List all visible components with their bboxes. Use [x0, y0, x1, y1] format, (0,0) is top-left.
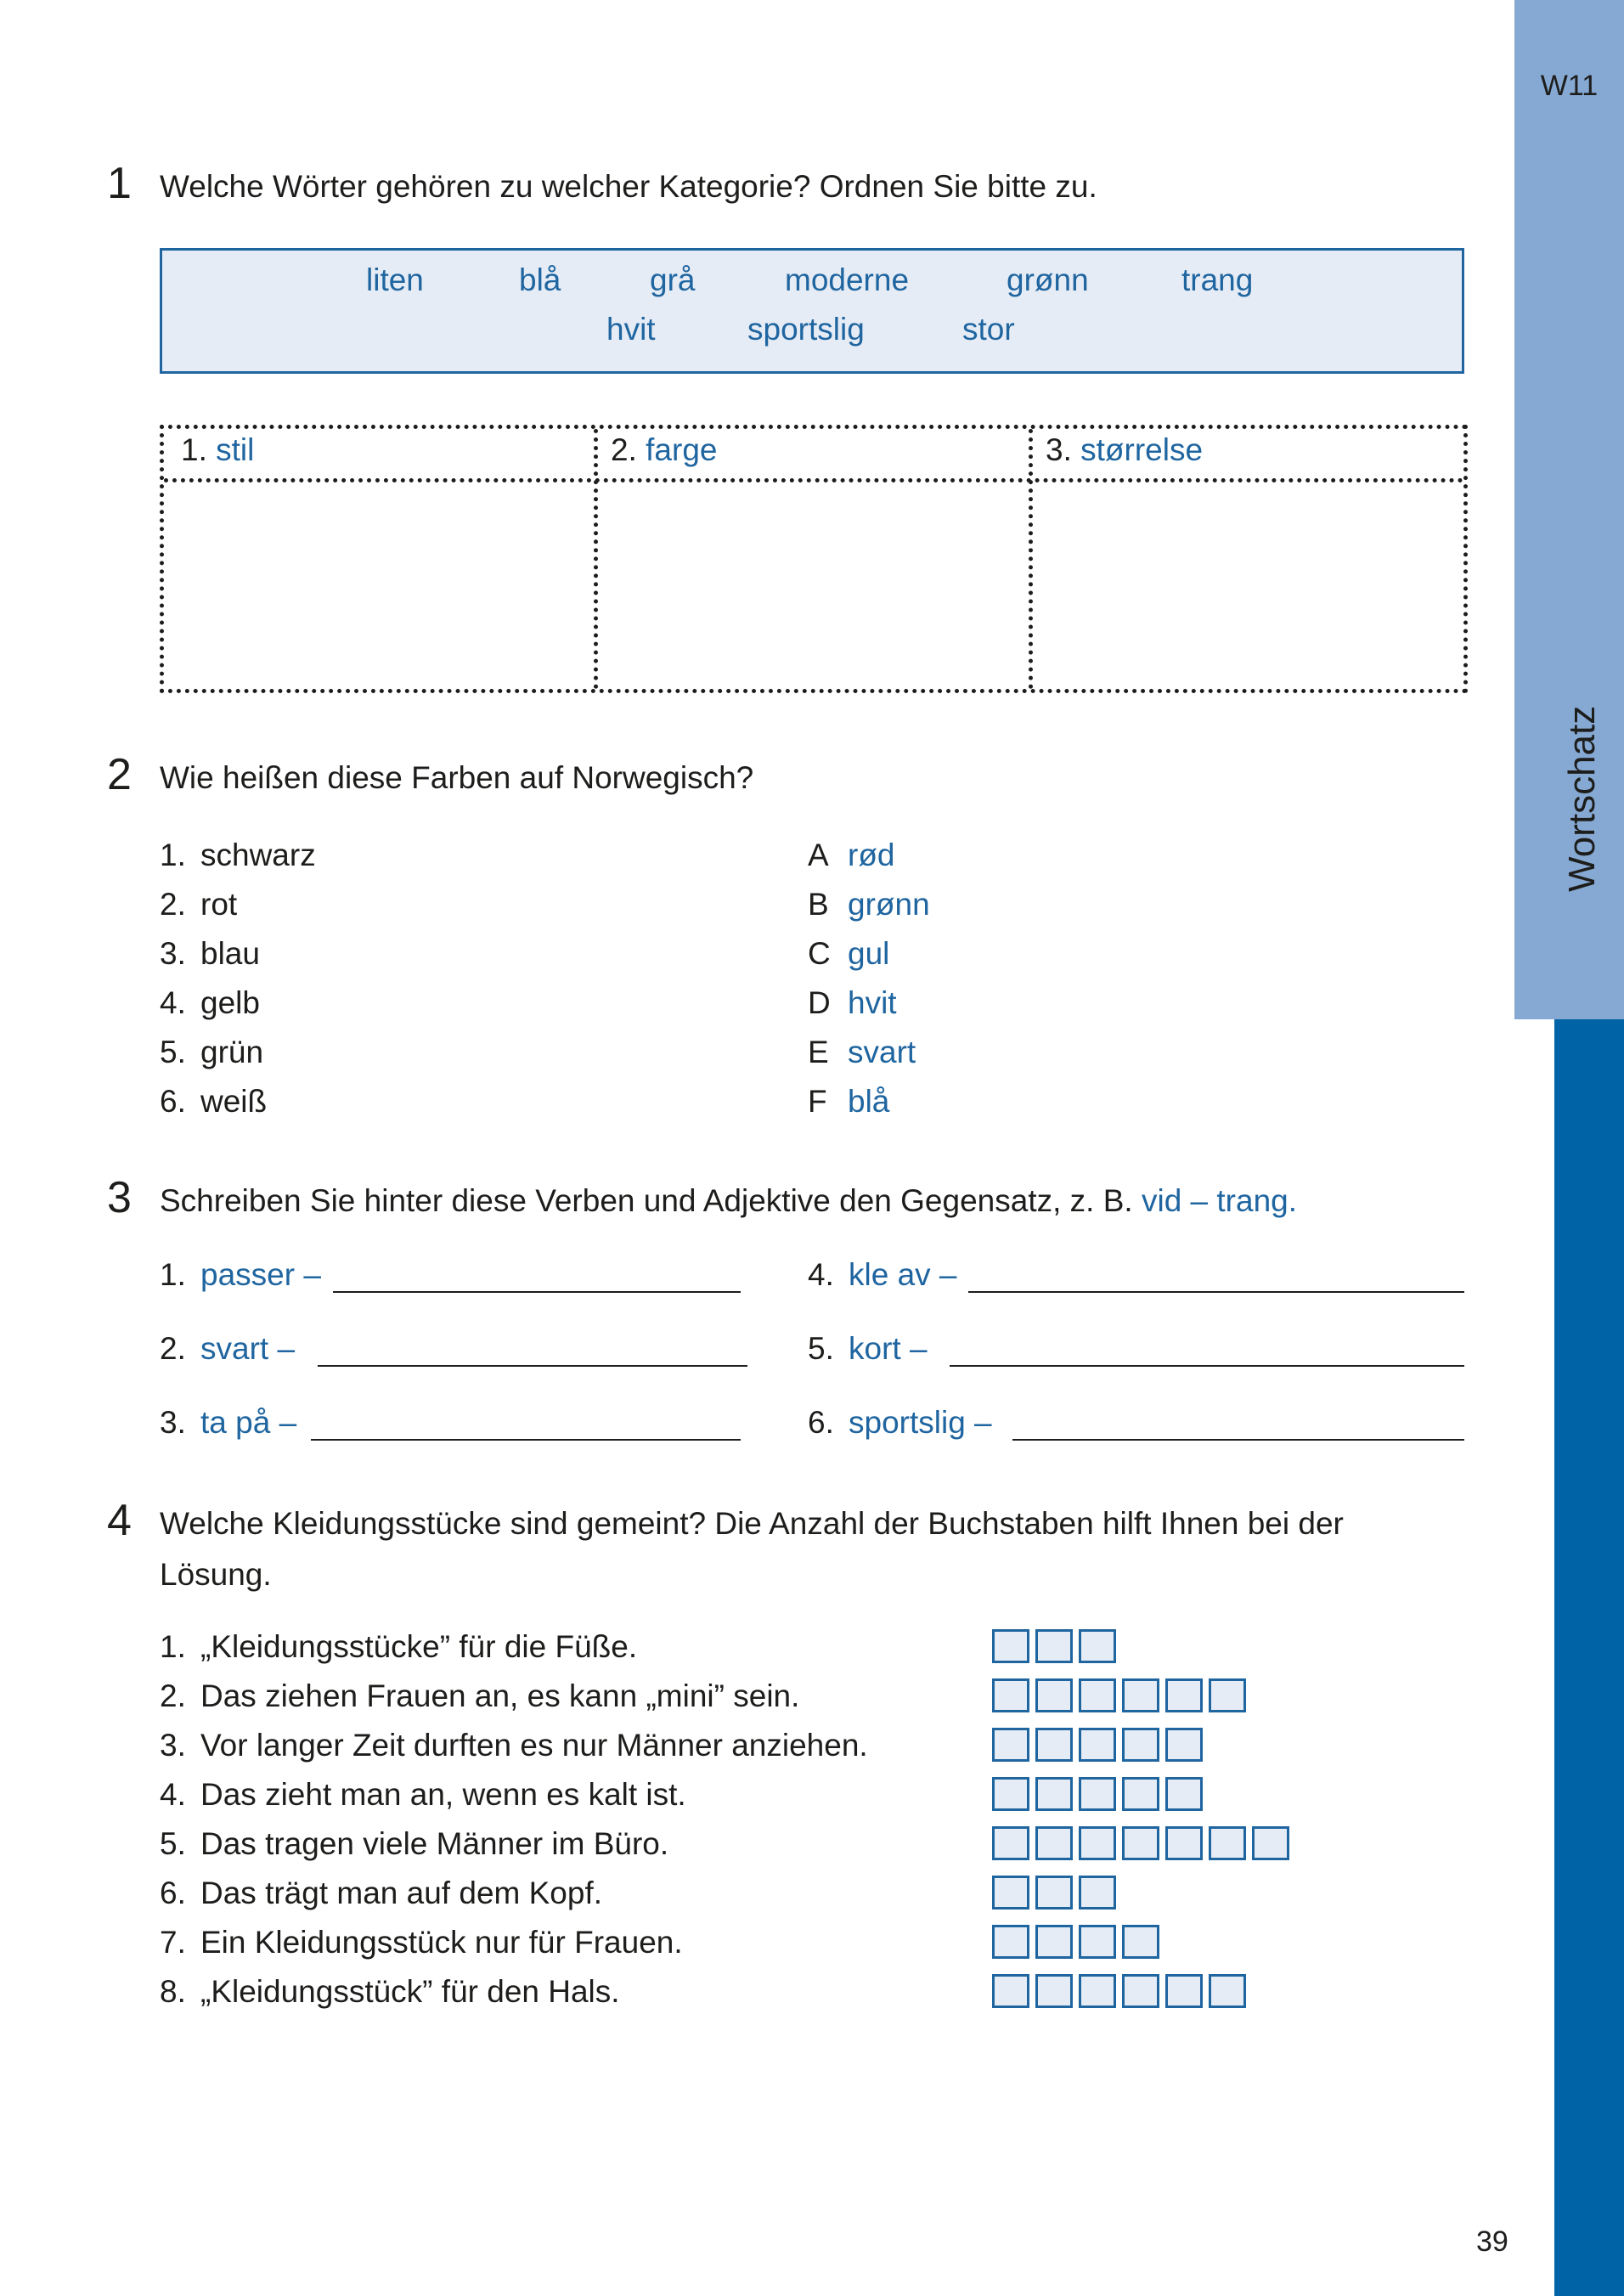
letter-box[interactable] — [1035, 1826, 1073, 1860]
word-bank-item[interactable]: sportslig — [747, 312, 865, 347]
letter-box[interactable] — [1035, 1678, 1073, 1712]
letter-box[interactable] — [1079, 1728, 1116, 1762]
german-color-item: 5. grün — [160, 1035, 264, 1069]
clue-item: 5. Das tragen viele Männer im Büro. — [160, 1826, 669, 1861]
letter-box[interactable] — [992, 1974, 1029, 2008]
exercise-2-number: 2 — [107, 750, 132, 799]
letter-box[interactable] — [992, 1826, 1029, 1860]
german-color-item: 1. schwarz — [160, 838, 316, 872]
answer-line[interactable] — [968, 1291, 1464, 1293]
table-header-divider — [164, 478, 1463, 482]
german-color-item: 6. weiß — [160, 1084, 268, 1119]
letter-box[interactable] — [992, 1925, 1029, 1959]
norwegian-color-item: E svart — [808, 1035, 916, 1069]
word-bank-item[interactable]: stor — [962, 312, 1015, 347]
word-bank-item[interactable]: moderne — [785, 262, 910, 297]
clue-item: 7. Ein Kleidungsstück nur für Frauen. — [160, 1925, 683, 1960]
category-header-storrelse — [1046, 432, 1203, 468]
letter-box[interactable] — [992, 1629, 1029, 1663]
letter-box[interactable] — [992, 1777, 1029, 1811]
letter-boxes — [992, 1678, 1252, 1712]
answer-line[interactable] — [1012, 1439, 1464, 1441]
letter-boxes — [992, 1777, 1209, 1811]
answer-line[interactable] — [333, 1291, 741, 1293]
letter-box[interactable] — [1165, 1826, 1203, 1860]
letter-box[interactable] — [1122, 1777, 1159, 1811]
letter-box[interactable] — [1079, 1876, 1116, 1910]
exercise-1-instruction: Welche Wörter gehören zu welcher Kategorie? Ordnen Sie bitte zu. — [160, 169, 1097, 204]
clue-item: 6. Das trägt man auf dem Kopf. — [160, 1876, 603, 1910]
norwegian-color-item: B grønn — [808, 887, 930, 922]
opposite-item: 5. kort – — [808, 1331, 928, 1366]
clue-item: 3. Vor langer Zeit durften es nur Männer anziehen. — [160, 1728, 868, 1763]
exercise-4-instruction: Welche Kleidungsstücke sind gemeint? Die Anzahl der Buchstaben hilft Ihnen bei der Lösung. — [160, 1506, 1344, 1592]
letter-boxes — [992, 1629, 1122, 1663]
opposite-item: 4. kle av – — [808, 1257, 957, 1292]
table-column-divider — [594, 429, 598, 689]
exercise-3-instruction: Schreiben Sie hinter diese Verben und Adjektive den Gegensatz, z. B. vid – trang. — [160, 1183, 1298, 1218]
word-bank — [160, 248, 1464, 374]
letter-box[interactable] — [1252, 1826, 1289, 1860]
category-number: 1. — [181, 432, 207, 467]
word-bank-item[interactable]: grønn — [1007, 262, 1089, 297]
letter-box[interactable] — [1165, 1974, 1203, 2008]
clue-item: 1. „Kleidungsstücke” für die Füße. — [160, 1629, 638, 1664]
exercise-2-instruction: Wie heißen diese Farben auf Norwegisch? — [160, 760, 754, 795]
table-column-divider — [1029, 429, 1033, 689]
section-title: Wortschatz — [1561, 705, 1603, 892]
letter-box[interactable] — [1079, 1629, 1116, 1663]
letter-boxes — [992, 1974, 1252, 2008]
page-number: 39 — [1476, 2225, 1508, 2258]
word-bank-item[interactable]: liten — [366, 262, 424, 297]
letter-box[interactable] — [1035, 1876, 1073, 1910]
letter-box[interactable] — [992, 1678, 1029, 1712]
category-header-stil — [181, 432, 254, 468]
letter-box[interactable] — [1035, 1925, 1073, 1959]
letter-box[interactable] — [1165, 1678, 1203, 1712]
letter-box[interactable] — [1122, 1678, 1159, 1712]
letter-boxes — [992, 1826, 1295, 1860]
letter-box[interactable] — [1209, 1974, 1246, 2008]
word-bank-item[interactable]: trang — [1181, 262, 1254, 297]
letter-box[interactable] — [1122, 1826, 1159, 1860]
exercise-3-number: 3 — [107, 1173, 132, 1222]
opposite-item: 6. sportslig – — [808, 1405, 992, 1440]
letter-box[interactable] — [1122, 1925, 1159, 1959]
letter-boxes — [992, 1728, 1209, 1762]
letter-box[interactable] — [1035, 1728, 1073, 1762]
letter-box[interactable] — [1079, 1925, 1116, 1959]
norwegian-color-item: D hvit — [808, 985, 897, 1020]
category-number: 2. — [611, 432, 637, 467]
german-color-item: 2. rot — [160, 887, 238, 922]
exercise-3-example: vid – trang. — [1141, 1183, 1298, 1218]
letter-box[interactable] — [1122, 1974, 1159, 2008]
letter-box[interactable] — [1035, 1974, 1073, 2008]
letter-box[interactable] — [992, 1728, 1029, 1762]
letter-box[interactable] — [1079, 1826, 1116, 1860]
category-header-farge — [611, 432, 717, 468]
letter-boxes — [992, 1925, 1165, 1959]
letter-boxes — [992, 1876, 1122, 1910]
sidebar-bottom-band — [1554, 1019, 1624, 2296]
letter-box[interactable] — [1079, 1678, 1116, 1712]
word-bank-item[interactable]: grå — [650, 262, 696, 297]
norwegian-color-item: A rød — [808, 838, 895, 872]
category-table — [160, 425, 1468, 693]
word-bank-item[interactable]: blå — [519, 262, 561, 297]
opposite-item: 1. passer – — [160, 1257, 321, 1292]
letter-box[interactable] — [992, 1876, 1029, 1910]
sidebar-gap — [1514, 1019, 1554, 2296]
german-color-item: 4. gelb — [160, 985, 260, 1020]
letter-box[interactable] — [1035, 1629, 1073, 1663]
answer-line[interactable] — [950, 1365, 1464, 1367]
exercise-4-number: 4 — [107, 1496, 132, 1545]
clue-item: 4. Das zieht man an, wenn es kalt ist. — [160, 1777, 686, 1812]
category-number: 3. — [1046, 432, 1072, 467]
letter-box[interactable] — [1122, 1728, 1159, 1762]
clue-item: 2. Das ziehen Frauen an, es kann „mini” sein. — [160, 1678, 800, 1713]
answer-line[interactable] — [318, 1365, 747, 1367]
category-label: farge — [646, 432, 718, 467]
german-color-item: 3. blau — [160, 936, 260, 971]
unit-code: W11 — [1540, 70, 1599, 102]
category-label: størrelse — [1080, 432, 1204, 467]
letter-box[interactable] — [1079, 1974, 1116, 2008]
letter-box[interactable] — [1079, 1777, 1116, 1811]
letter-box[interactable] — [1035, 1777, 1073, 1811]
letter-box[interactable] — [1165, 1777, 1203, 1811]
letter-box[interactable] — [1165, 1728, 1203, 1762]
word-bank-item[interactable]: hvit — [606, 312, 656, 347]
opposite-item: 2. svart – — [160, 1331, 296, 1366]
norwegian-color-item: C gul — [808, 936, 890, 971]
answer-line[interactable] — [311, 1439, 741, 1441]
category-label: stil — [216, 432, 255, 467]
opposite-item: 3. ta på – — [160, 1405, 297, 1440]
exercise-1-number: 1 — [107, 159, 132, 208]
letter-box[interactable] — [1209, 1678, 1246, 1712]
clue-item: 8. „Kleidungsstück” für den Hals. — [160, 1974, 620, 2009]
norwegian-color-item: F blå — [808, 1084, 890, 1119]
letter-box[interactable] — [1209, 1826, 1246, 1860]
